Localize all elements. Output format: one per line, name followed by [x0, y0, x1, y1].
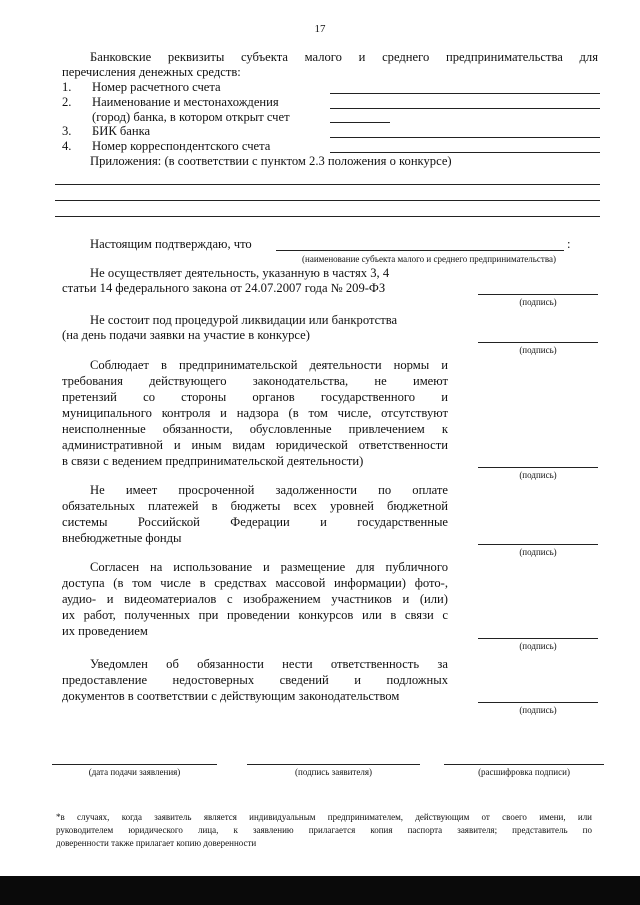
bank-item-number: 4.	[62, 139, 72, 153]
signature-caption: (подпись)	[519, 705, 557, 715]
application-date-caption: (дата подачи заявления)	[88, 767, 181, 777]
attachments-line-1[interactable]	[55, 184, 600, 185]
confirm-text: Настоящим подтверждаю, что	[90, 237, 252, 251]
bank-intro-line1: Банковские реквизиты субъекта малого и среднего предпринимательства для	[90, 50, 598, 64]
clause-line: неисполненные обязанности, обусловленные привлечением к	[62, 422, 448, 436]
signature-field[interactable]	[478, 702, 598, 703]
attachments-label: Приложения: (в соответствии с пунктом 2.3 положения о конкурсе)	[90, 154, 452, 168]
clause-line: требования действующего законодательства, не имеют	[62, 374, 448, 388]
clause-line: статьи 14 федерального закона от 24.07.2007 года № 209-ФЗ	[62, 281, 386, 295]
applicant-name-field[interactable]	[276, 250, 564, 251]
bank-intro-line2: перечисления денежных средств:	[62, 65, 241, 79]
signature-caption: (подпись)	[519, 297, 557, 307]
attachments-line-2[interactable]	[55, 200, 600, 201]
confirm-colon: :	[567, 237, 571, 251]
applicant-signature-field[interactable]	[247, 764, 420, 765]
bank-item-label-bank-name: Наименование и местонахождения	[92, 95, 279, 109]
signature-decoding-caption: (расшифровка подписи)	[478, 767, 570, 777]
bik-field[interactable]	[330, 137, 600, 138]
bank-item-label-bank-city: (город) банка, в котором открыт счет	[92, 110, 290, 124]
clause-line: Не состоит под процедурой ликвидации или банкротства	[90, 313, 398, 327]
signature-field[interactable]	[478, 294, 598, 295]
clause-line: аудио- и видеоматериалов с изображением участников и (или)	[62, 592, 448, 606]
clause-line: Согласен на использование и размещение для публичного	[90, 560, 448, 574]
corr-account-field[interactable]	[330, 152, 600, 153]
clause-line: претензий со стороны органов государственного и	[62, 390, 448, 404]
clause-line: муниципального контроля и надзора (в том числе, отсутствуют	[62, 406, 448, 420]
signature-field[interactable]	[478, 342, 598, 343]
clause-line: их работ, полученных при проведении конкурсов или в связи с	[62, 608, 448, 622]
attachments-line-3[interactable]	[55, 216, 600, 217]
clause-line: в связи с ведением предпринимательской деятельности)	[62, 454, 364, 468]
clause-line: внебюджетные фонды	[62, 531, 182, 545]
page-number: 17	[314, 23, 326, 35]
clause-line: системы Российской Федерации и государственные	[62, 515, 448, 529]
bank-item-number: 1.	[62, 80, 72, 94]
bank-city-field[interactable]	[330, 122, 390, 123]
signature-field[interactable]	[478, 638, 598, 639]
applicant-signature-caption: (подпись заявителя)	[295, 767, 372, 777]
clause-line: (на день подачи заявки на участие в конкурсе)	[62, 328, 310, 342]
scan-edge	[0, 876, 640, 905]
clause-line: предоставление недостоверных сведений и подложных	[62, 673, 448, 687]
signature-caption: (подпись)	[519, 641, 557, 651]
footnote-line: *в случаях, когда заявитель является индивидуальным предпринимателем, действующим от своего имени, или	[56, 812, 592, 822]
clause-line: административной и иным видам юридической ответственности	[62, 438, 448, 452]
bank-item-number: 2.	[62, 95, 72, 109]
clause-line: документов в соответствии с действующим законодательством	[62, 689, 400, 703]
footnote-line: доверенности также прилагает копию доверенности	[56, 838, 257, 848]
signature-decoding-field[interactable]	[444, 764, 604, 765]
bank-item-number: 3.	[62, 124, 72, 138]
signature-field[interactable]	[478, 467, 598, 468]
clause-line: Не осуществляет деятельность, указанную в частях 3, 4	[90, 266, 390, 280]
account-number-field[interactable]	[330, 93, 600, 94]
signature-caption: (подпись)	[519, 345, 557, 355]
clause-line: Уведомлен об обязанности нести ответственность за	[90, 657, 448, 671]
clause-line: обязательных платежей в бюджеты всех уровней бюджетной	[62, 499, 448, 513]
clause-line: Не имеет просроченной задолженности по оплате	[90, 483, 448, 497]
signature-field[interactable]	[478, 544, 598, 545]
footnote-line: руководителем юридического лица, к заявлению прилагается копия паспорта заявителя; представитель по	[56, 825, 592, 835]
application-date-field[interactable]	[52, 764, 217, 765]
bank-item-label-account: Номер расчетного счета	[92, 80, 221, 94]
clause-line: доступа (в том числе в средствах массовой информации) фото-,	[62, 576, 448, 590]
clause-line: их проведением	[62, 624, 148, 638]
signature-caption: (подпись)	[519, 547, 557, 557]
bank-name-field[interactable]	[330, 108, 600, 109]
clause-line: Соблюдает в предпринимательской деятельности нормы и	[90, 358, 448, 372]
applicant-name-caption: (наименование субъекта малого и среднего предпринимательства)	[302, 254, 556, 264]
bank-item-label-corr-account: Номер корреспондентского счета	[92, 139, 271, 153]
signature-caption: (подпись)	[519, 470, 557, 480]
bank-item-label-bik: БИК банка	[92, 124, 151, 138]
